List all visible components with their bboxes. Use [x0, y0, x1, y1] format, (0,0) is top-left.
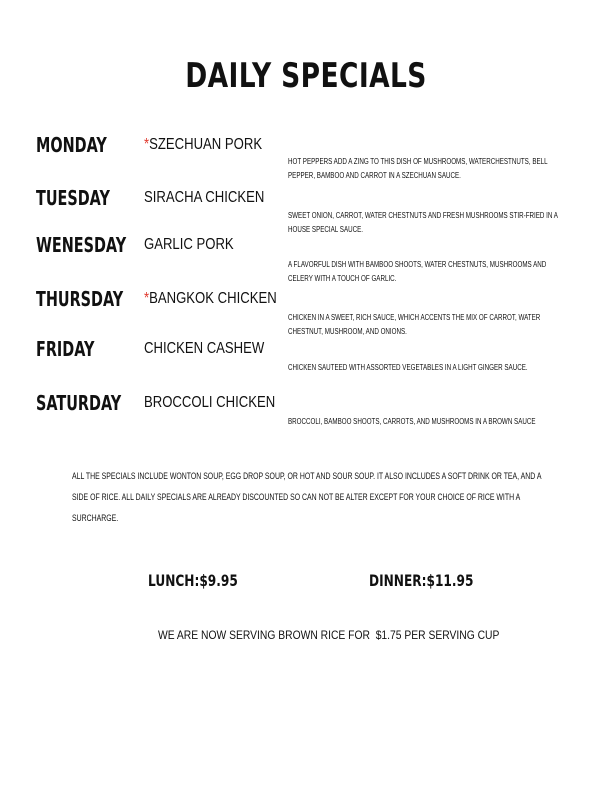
dish-description-thursday: CHICKEN IN A SWEET, RICH SAUCE, WHICH ACCENTS THE MIX OF CARROT, WATER CHESTNUT, MUSHROOM, AND ONIONS.	[288, 313, 541, 336]
special-star-marker: *	[144, 290, 150, 307]
day-label-wenesday: WENESDAY	[36, 233, 127, 257]
specials-inclusion-note: ALL THE SPECIALS INCLUDE WONTON SOUP, EGG DROP SOUP, OR HOT AND SOUR SOUP. IT ALSO INCLUDES A SOFT DRINK OR TEA, AND A SIDE OF RICE. ALL DAILY SPECIALS ARE ALREADY DISCOUNTED SO CAN NOT BE ALTER EXCEPT FOR YOUR CHOICE OF RICE WITH A SURCHARGE.	[72, 471, 542, 523]
dish-name-text: BROCCOLI CHICKEN	[144, 394, 276, 411]
dinner-price: DINNER:$11.95	[369, 571, 474, 590]
dish-name-text: SIRACHA CHICKEN	[144, 189, 265, 206]
dish-name-monday	[144, 136, 262, 154]
dish-description-monday: HOT PEPPERS ADD A ZING TO THIS DISH OF MUSHROOMS, WATERCHESTNUTS, BELL PEPPER, BAMBOO AND CARROT IN A SZECHUAN SAUCE.	[288, 157, 548, 180]
special-star-marker: *	[144, 136, 150, 153]
dish-name-saturday	[144, 394, 275, 412]
day-label-tuesday: TUESDAY	[36, 186, 110, 210]
day-label-thursday: THURSDAY	[36, 287, 124, 311]
dish-name-wenesday	[144, 236, 234, 254]
dish-name-text: SZECHUAN PORK	[149, 136, 263, 153]
lunch-price: LUNCH:$9.95	[148, 571, 238, 590]
dish-description-tuesday: SWEET ONION, CARROT, WATER CHESTNUTS AND FRESH MUSHROOMS STIR-FRIED IN A HOUSE SPECIAL SAUCE.	[288, 211, 558, 234]
dish-name-text: GARLIC PORK	[144, 236, 234, 253]
dish-description-saturday: BROCCOLI, BAMBOO SHOOTS, CARROTS, AND MUSHROOMS IN A BROWN SAUCE	[288, 417, 536, 426]
dish-name-thursday	[144, 290, 277, 308]
dish-description-friday: CHICKEN SAUTEED WITH ASSORTED VEGETABLES IN A LIGHT GINGER SAUCE.	[288, 363, 528, 372]
dish-name-text: CHICKEN CASHEW	[144, 340, 265, 357]
day-label-saturday: SATURDAY	[36, 391, 122, 415]
day-label-friday: FRIDAY	[36, 337, 95, 361]
brown-rice-notice: WE ARE NOW SERVING BROWN RICE FOR $1.75 PER SERVING CUP	[158, 628, 500, 642]
dish-name-tuesday	[144, 189, 264, 207]
dish-name-text: BANGKOK CHICKEN	[149, 290, 277, 307]
dish-name-friday	[144, 340, 264, 358]
dish-description-wenesday: A FLAVORFUL DISH WITH BAMBOO SHOOTS, WATER CHESTNUTS, MUSHROOMS AND CELERY WITH A TOUCH OF GARLIC.	[288, 260, 547, 283]
day-label-monday: MONDAY	[36, 133, 107, 157]
page-title: DAILY SPECIALS	[185, 56, 427, 96]
